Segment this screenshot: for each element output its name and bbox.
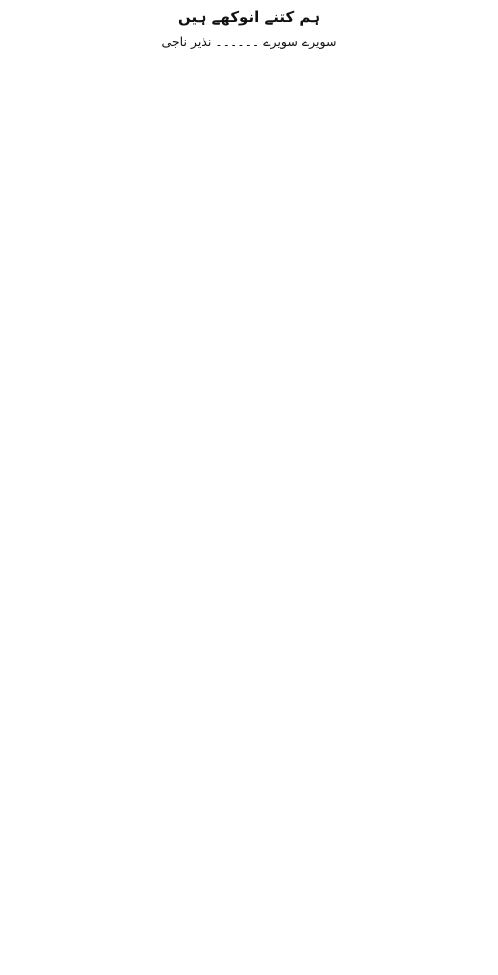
article-title: ہم کتنے انوکھے ہیں (178, 8, 320, 26)
article-byline: سویرے سویرے ۔۔۔۔۔۔ نذیر ناجی (161, 34, 337, 49)
